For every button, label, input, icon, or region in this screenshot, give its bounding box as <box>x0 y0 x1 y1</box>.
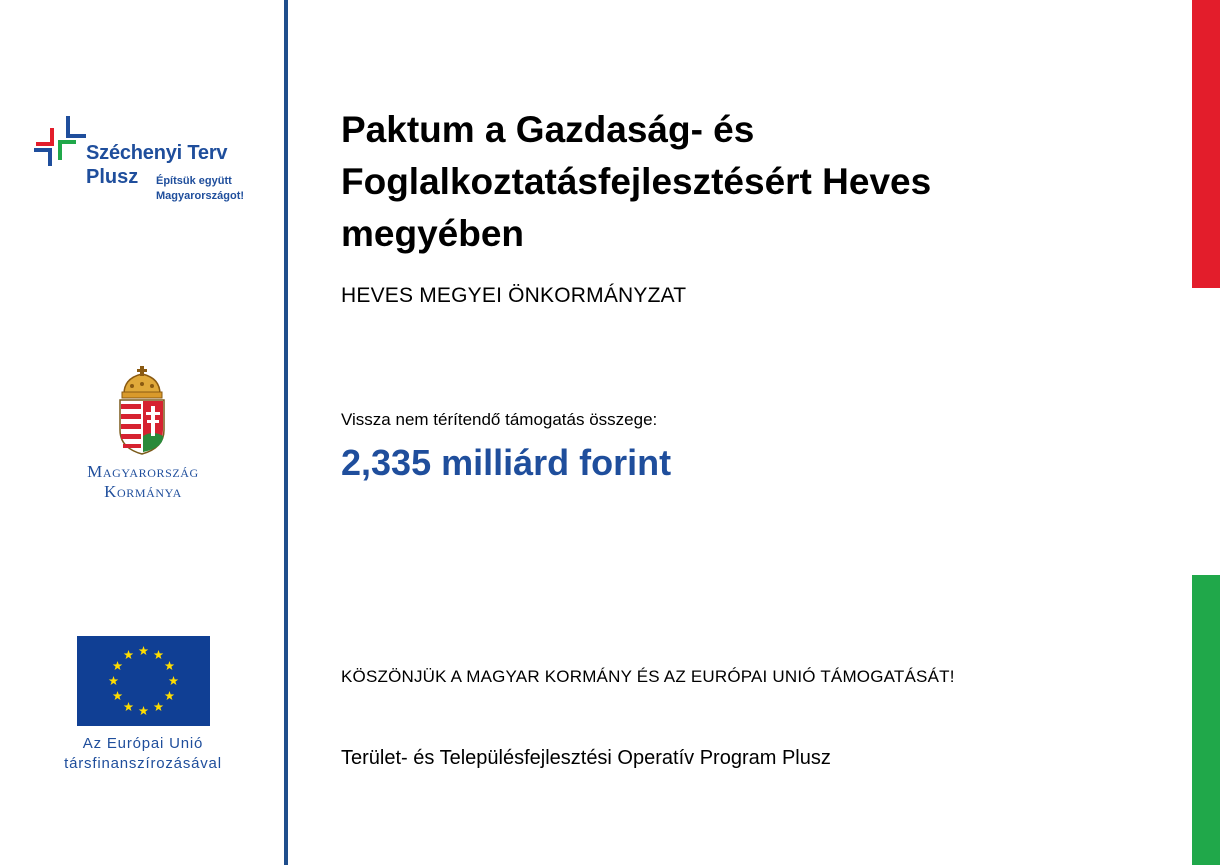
beneficiary-name: HEVES MEGYEI ÖNKORMÁNYZAT <box>341 284 687 307</box>
coat-of-arms-icon <box>116 364 168 456</box>
eu-star-icon <box>124 702 134 711</box>
flag-red-stripe <box>1192 0 1220 288</box>
eu-star-icon <box>165 691 175 700</box>
eu-star-icon <box>113 691 123 700</box>
government-line-1: Magyarország <box>87 462 199 481</box>
vertical-divider <box>284 0 288 865</box>
flag-green-stripe <box>1192 575 1220 865</box>
program-name: Terület- és Településfejlesztési Operatív Program Plusz <box>341 747 831 769</box>
eu-star-icon <box>154 702 164 711</box>
slogan-line-2: Magyarországot! <box>156 190 245 202</box>
eu-line-2: társfinanszírozásával <box>64 755 222 772</box>
eu-line-1: Az Európai Unió <box>82 735 204 752</box>
szechenyi-slogan <box>156 174 244 204</box>
project-title: Paktum a Gazdaság- és Foglalkoztatásfejlesztésért Heves megyében <box>341 109 932 254</box>
szechenyi-terv-logo <box>32 114 272 206</box>
eu-caption <box>34 734 252 774</box>
eu-star-icon <box>139 706 149 715</box>
eu-flag <box>77 636 210 726</box>
eu-star-icon <box>169 676 179 685</box>
eu-star-icon <box>139 646 149 655</box>
eu-star-icon <box>165 661 175 670</box>
eu-star-icon <box>113 661 123 670</box>
szechenyi-title: Széchenyi Terv <box>86 142 228 164</box>
eu-star-icon <box>154 650 164 659</box>
eu-star-icon <box>109 676 119 685</box>
eu-star-icon <box>124 650 134 659</box>
szechenyi-cross-icon <box>32 114 88 170</box>
government-line-2: Kormánya <box>104 482 182 501</box>
szechenyi-plusz: Plusz <box>86 166 139 188</box>
eu-stars-icon <box>77 636 210 726</box>
grant-amount: 2,335 milliárd forint <box>341 442 672 483</box>
government-caption <box>40 462 246 502</box>
amount-label: Vissza nem térítendő támogatás összege: <box>341 410 658 429</box>
thanks-message: KÖSZÖNJÜK A MAGYAR KORMÁNY ÉS AZ EURÓPAI UNIÓ TÁMOGATÁSÁT! <box>341 667 955 686</box>
slogan-line-1: Építsük együtt <box>156 175 232 187</box>
